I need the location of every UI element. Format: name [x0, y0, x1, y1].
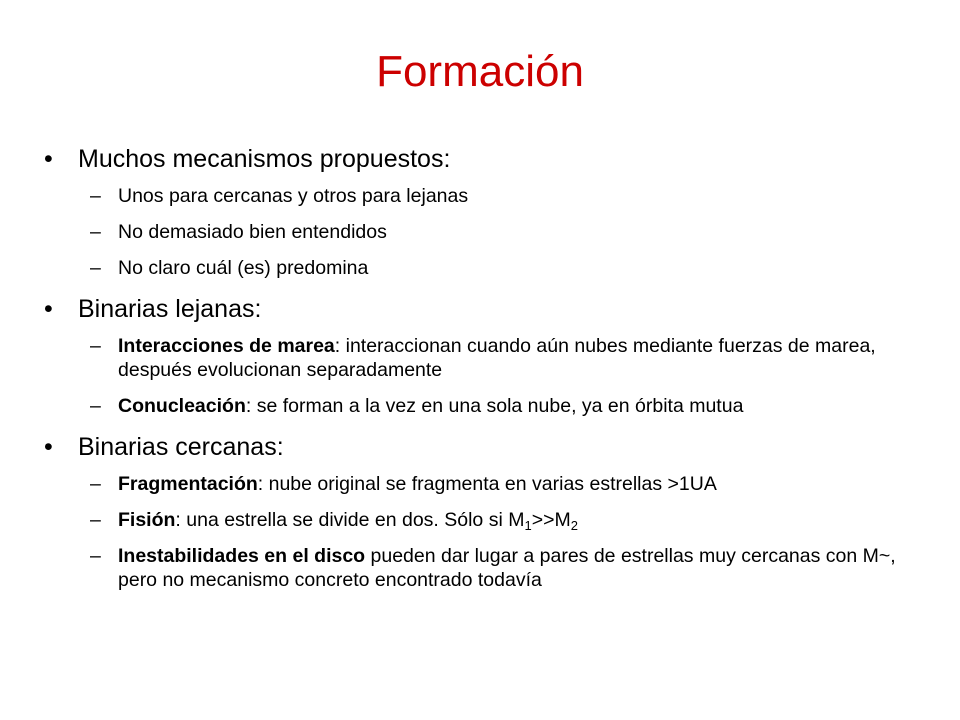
sub-item: [72, 256, 932, 280]
bullet-dot-icon: •: [44, 295, 53, 323]
sub-item-text: No demasiado bien entendidos: [118, 221, 387, 243]
sub-item-term: Inestabilidades en el disco: [118, 545, 366, 567]
dash-icon: –: [90, 395, 101, 417]
bullet-heading: [44, 142, 932, 176]
sub-item: [72, 220, 932, 244]
sub-item-text: pueden dar lugar a pares de estrellas muy cercanas con M~, pero no mecanismo concreto encontrado todavía: [118, 545, 896, 591]
dash-icon: –: [90, 185, 101, 207]
dash-icon: –: [90, 335, 101, 357]
dash-icon: –: [90, 473, 101, 495]
dash-icon: –: [90, 509, 101, 531]
sub-item: [72, 394, 932, 418]
dash-icon: –: [90, 221, 101, 243]
heading-text: Binarias lejanas:: [78, 295, 262, 323]
heading-text: Binarias cercanas:: [78, 433, 284, 461]
dash-icon: –: [90, 257, 101, 279]
subscript-1: 1: [524, 518, 532, 533]
bullet-heading: [44, 292, 932, 326]
sub-item-text: : nube original se fragmenta en varias estrellas >1UA: [257, 473, 717, 495]
subscript-2: 2: [570, 518, 578, 533]
sub-item-text: : se forman a la vez en una sola nube, ya en órbita mutua: [245, 395, 744, 417]
slide-content: [44, 142, 932, 604]
sub-item-text-mid: >>M: [531, 509, 571, 531]
sub-item: [72, 544, 932, 592]
bullet-heading: [44, 430, 932, 464]
sub-item-term: Fisión: [118, 509, 176, 531]
sub-item-term: Interacciones de marea: [118, 335, 335, 357]
heading-text: Muchos mecanismos propuestos:: [78, 145, 451, 173]
slide-title: Formación: [376, 47, 584, 96]
bullet-dot-icon: •: [44, 433, 53, 461]
sub-item-term: Fragmentación: [118, 473, 258, 495]
sub-item: [72, 508, 932, 532]
bullet-dot-icon: •: [44, 145, 53, 173]
section-mechanisms: [44, 142, 932, 280]
section-wide-binaries: [44, 292, 932, 418]
sub-item-text: Unos para cercanas y otros para lejanas: [118, 185, 469, 207]
section-close-binaries: [44, 430, 932, 592]
sub-item-text: No claro cuál (es) predomina: [118, 257, 369, 279]
sub-item: [72, 472, 932, 496]
dash-icon: –: [90, 545, 101, 567]
sub-item-term: Conucleación: [118, 395, 246, 417]
sub-item-text: : interaccionan cuando aún nubes mediante fuerzas de marea, después evolucionan separadamente: [118, 335, 876, 381]
sub-item: [72, 184, 932, 208]
sub-item: [72, 334, 932, 382]
sub-item-text: : una estrella se divide en dos. Sólo si M: [175, 509, 525, 531]
